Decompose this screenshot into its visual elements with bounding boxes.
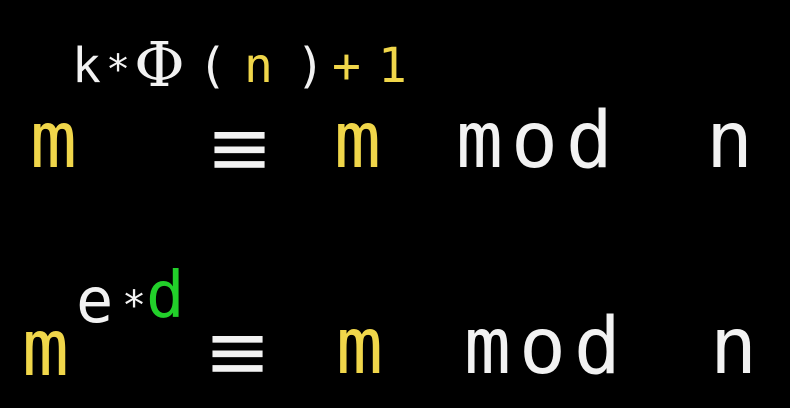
eq1-mod-word: mod (456, 96, 621, 186)
eq2-exponent-times: * (122, 283, 147, 329)
eq2-base-m: m (22, 304, 69, 394)
eq2-modulus-n: n (710, 302, 757, 392)
eq1-exponent-plus: + (332, 38, 361, 94)
eq2-exponent-d: d (146, 259, 185, 333)
eq1-base-m: m (30, 96, 77, 186)
eq1-exponent-phi: Φ (134, 28, 185, 101)
eq1-exponent-one: 1 (378, 38, 407, 94)
eq2-rhs-base-m: m (336, 302, 383, 392)
eq1-exponent-n: n (244, 38, 273, 94)
eq1-congruence-symbol: ≡ (206, 101, 274, 194)
eq2-exponent-e: e (76, 264, 114, 337)
eq1-exponent-times: * (106, 47, 131, 93)
eq1-modulus-n: n (706, 96, 753, 186)
eq1-exponent-k: k (72, 38, 101, 94)
eq1-rhs-base-m: m (334, 96, 381, 186)
equation-rsa-correctness (0, 204, 790, 408)
eq2-congruence-symbol: ≡ (204, 305, 272, 398)
eq2-mod-word: mod (464, 302, 629, 392)
eq1-exponent-open-paren: ( (198, 38, 227, 94)
eq1-exponent-close-paren: ) (296, 38, 325, 94)
